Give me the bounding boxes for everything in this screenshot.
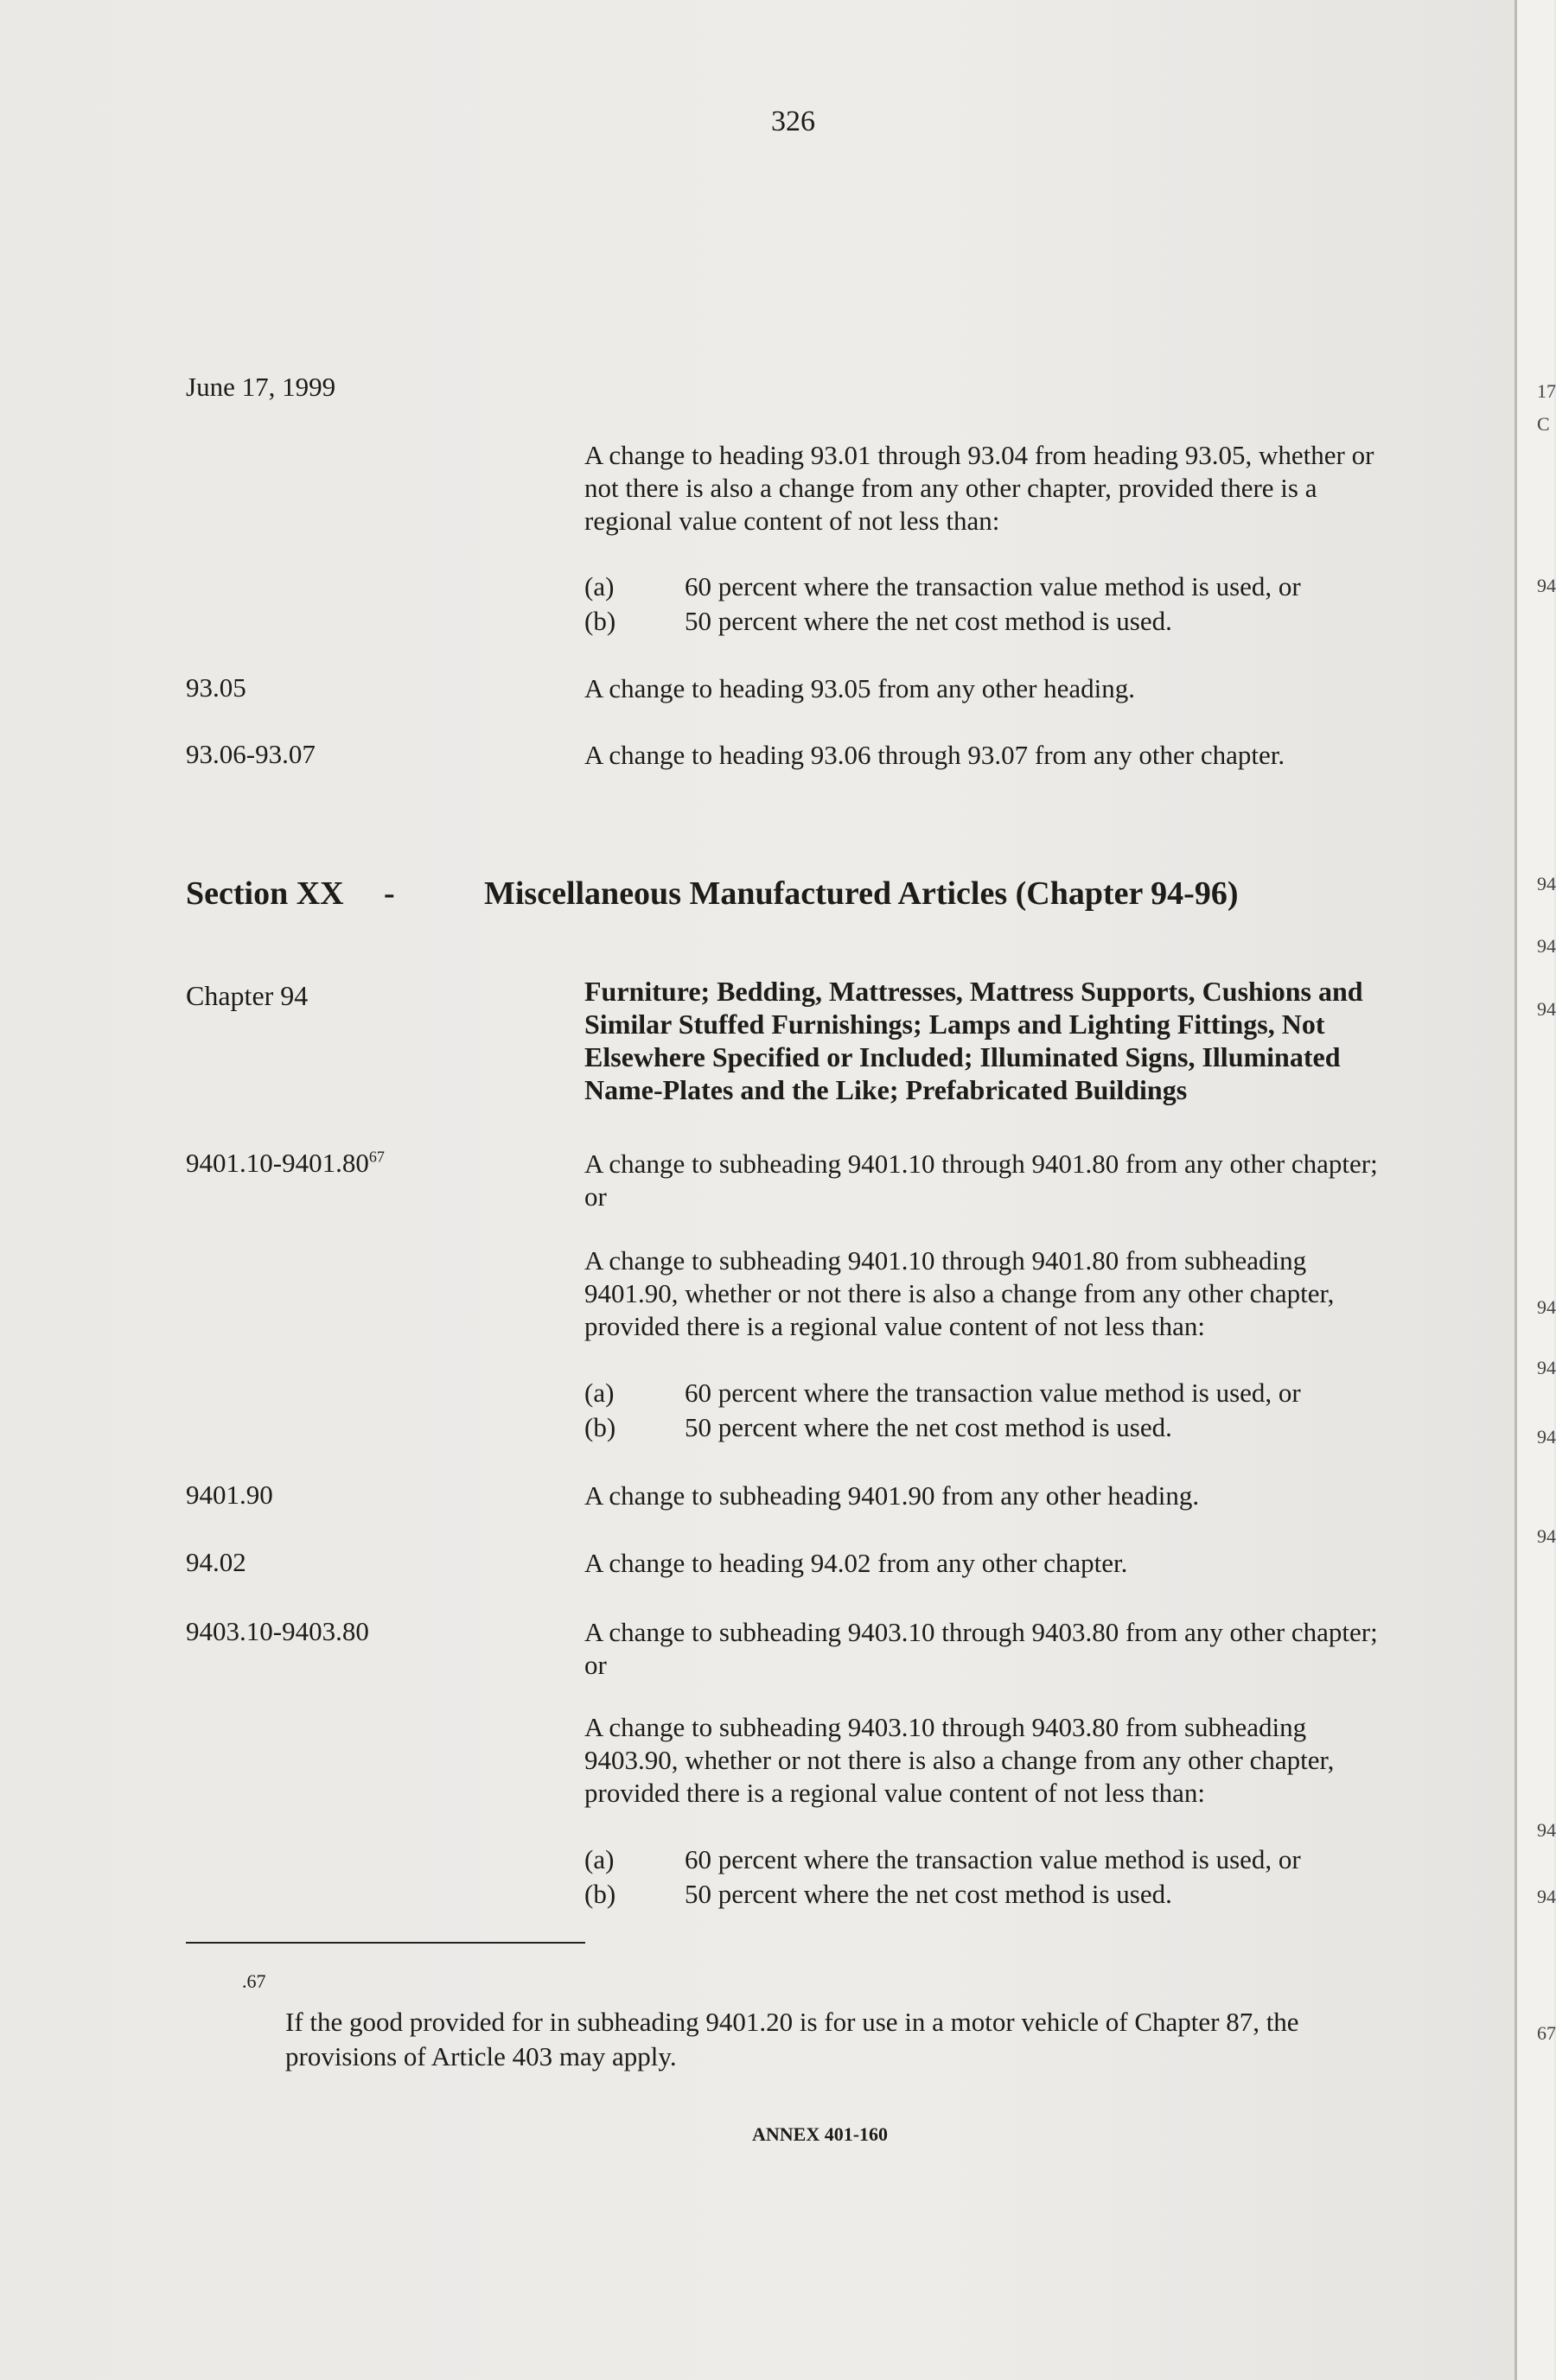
tariff-code-text: 9401.10-9401.80 — [186, 1148, 369, 1178]
footnote-ref: 67 — [368, 1148, 385, 1166]
adjacent-page-fragment: 94 — [1537, 998, 1556, 1020]
option-label: (b) — [584, 1879, 616, 1909]
rule-text: A change to subheading 9401.10 through 9401.80 from subheading 9401.90, whether or not there is also a change from any other chapter, provided there is a regional value content of not less than: — [584, 1245, 1335, 1341]
tariff-code — [186, 1148, 385, 1179]
tariff-code: 93.06-93.07 — [186, 739, 316, 769]
adjacent-page-fragment: 94 — [1537, 575, 1556, 596]
tariff-code: 94.02 — [186, 1547, 246, 1577]
chapter-title: Furniture; Bedding, Mattresses, Mattress Supports, Cushions and Similar Stuffed Furnishings; Lamps and Lighting Fittings, Not Elsewhere Specified or Included; Illuminated Signs, Illuminated Name-Plates and the Like; Prefabricated Buildings — [584, 976, 1363, 1105]
option-a — [584, 570, 1380, 603]
option-label: (b) — [584, 1412, 616, 1442]
adjacent-page-fragment: C — [1537, 413, 1550, 435]
section-title: Section XX — [186, 875, 344, 912]
adjacent-page-fragment: 94 — [1537, 1426, 1556, 1448]
adjacent-page-fragment: 94 — [1537, 935, 1556, 957]
footnote-separator — [186, 1942, 585, 1944]
rule-text: A change to subheading 9401.90 from any other heading. — [584, 1480, 1200, 1511]
annex-reference: ANNEX 401-160 — [752, 2123, 889, 2145]
adjacent-page-fragment: 94 — [1537, 873, 1556, 894]
tariff-code: 9401.90 — [186, 1480, 273, 1510]
tariff-code: 93.05 — [186, 672, 246, 703]
rule-text: A change to heading 93.01 through 93.04 from heading 93.05, whether or not there is also a change from any other chapter, provided there is a regional value content of not less than: — [584, 440, 1374, 536]
rule-text: A change to heading 93.05 from any other heading. — [584, 673, 1136, 703]
rule-text: A change to subheading 9401.10 through 9401.80 from any other chapter; or — [584, 1149, 1378, 1212]
option-label: (a) — [584, 1378, 615, 1408]
section-dash: - — [384, 875, 395, 912]
option-text: 60 percent where the transaction value method is used, or — [685, 1378, 1301, 1408]
adjacent-page-fragment: 94 — [1537, 1357, 1556, 1378]
adjacent-page-fragment: 94 — [1537, 1819, 1556, 1841]
option-b — [584, 1878, 1380, 1911]
page-number: 326 — [771, 105, 815, 137]
option-label: (b) — [584, 606, 616, 636]
rule-text: A change to heading 94.02 from any other chapter. — [584, 1548, 1128, 1578]
option-label: (a) — [584, 1844, 615, 1874]
option-text: 50 percent where the net cost method is used. — [685, 1879, 1172, 1909]
option-a — [584, 1377, 1380, 1410]
adjacent-page-fragment: 67 — [1537, 2022, 1556, 2044]
adjacent-page-fragment: 94 — [1537, 1525, 1556, 1547]
rule-text: A change to subheading 9403.10 through 9403.80 from subheading 9403.90, whether or not there is also a change from any other chapter, provided there is a regional value content of not less than: — [584, 1712, 1335, 1808]
rule-text: A change to subheading 9403.10 through 9403.80 from any other chapter; or — [584, 1617, 1378, 1680]
footnote-marker: .67 — [242, 1970, 266, 1992]
option-text: 60 percent where the transaction value method is used, or — [685, 571, 1301, 601]
chapter-label: Chapter 94 — [186, 980, 309, 1011]
option-a — [584, 1843, 1380, 1876]
section-description: Miscellaneous Manufactured Articles (Chapter 94-96) — [484, 875, 1239, 912]
adjacent-page-fragment: 94 — [1537, 1296, 1556, 1318]
adjacent-page-fragment: 17 — [1537, 380, 1556, 402]
rule-text: A change to heading 93.06 through 93.07 from any other chapter. — [584, 740, 1285, 770]
tariff-code: 9403.10-9403.80 — [186, 1616, 369, 1646]
adjacent-page-fragment: 94 — [1537, 1886, 1556, 1907]
option-text: 60 percent where the transaction value method is used, or — [685, 1844, 1301, 1874]
document-date: June 17, 1999 — [186, 372, 336, 402]
footnote-text: If the good provided for in subheading 9401.20 is for use in a motor vehicle of Chapter 87, the provisions of Article 403 may apply. — [285, 2007, 1299, 2071]
option-text: 50 percent where the net cost method is used. — [685, 606, 1172, 636]
option-text: 50 percent where the net cost method is used. — [685, 1412, 1172, 1442]
option-label: (a) — [584, 571, 615, 601]
option-b — [584, 1411, 1380, 1444]
option-b — [584, 605, 1380, 638]
